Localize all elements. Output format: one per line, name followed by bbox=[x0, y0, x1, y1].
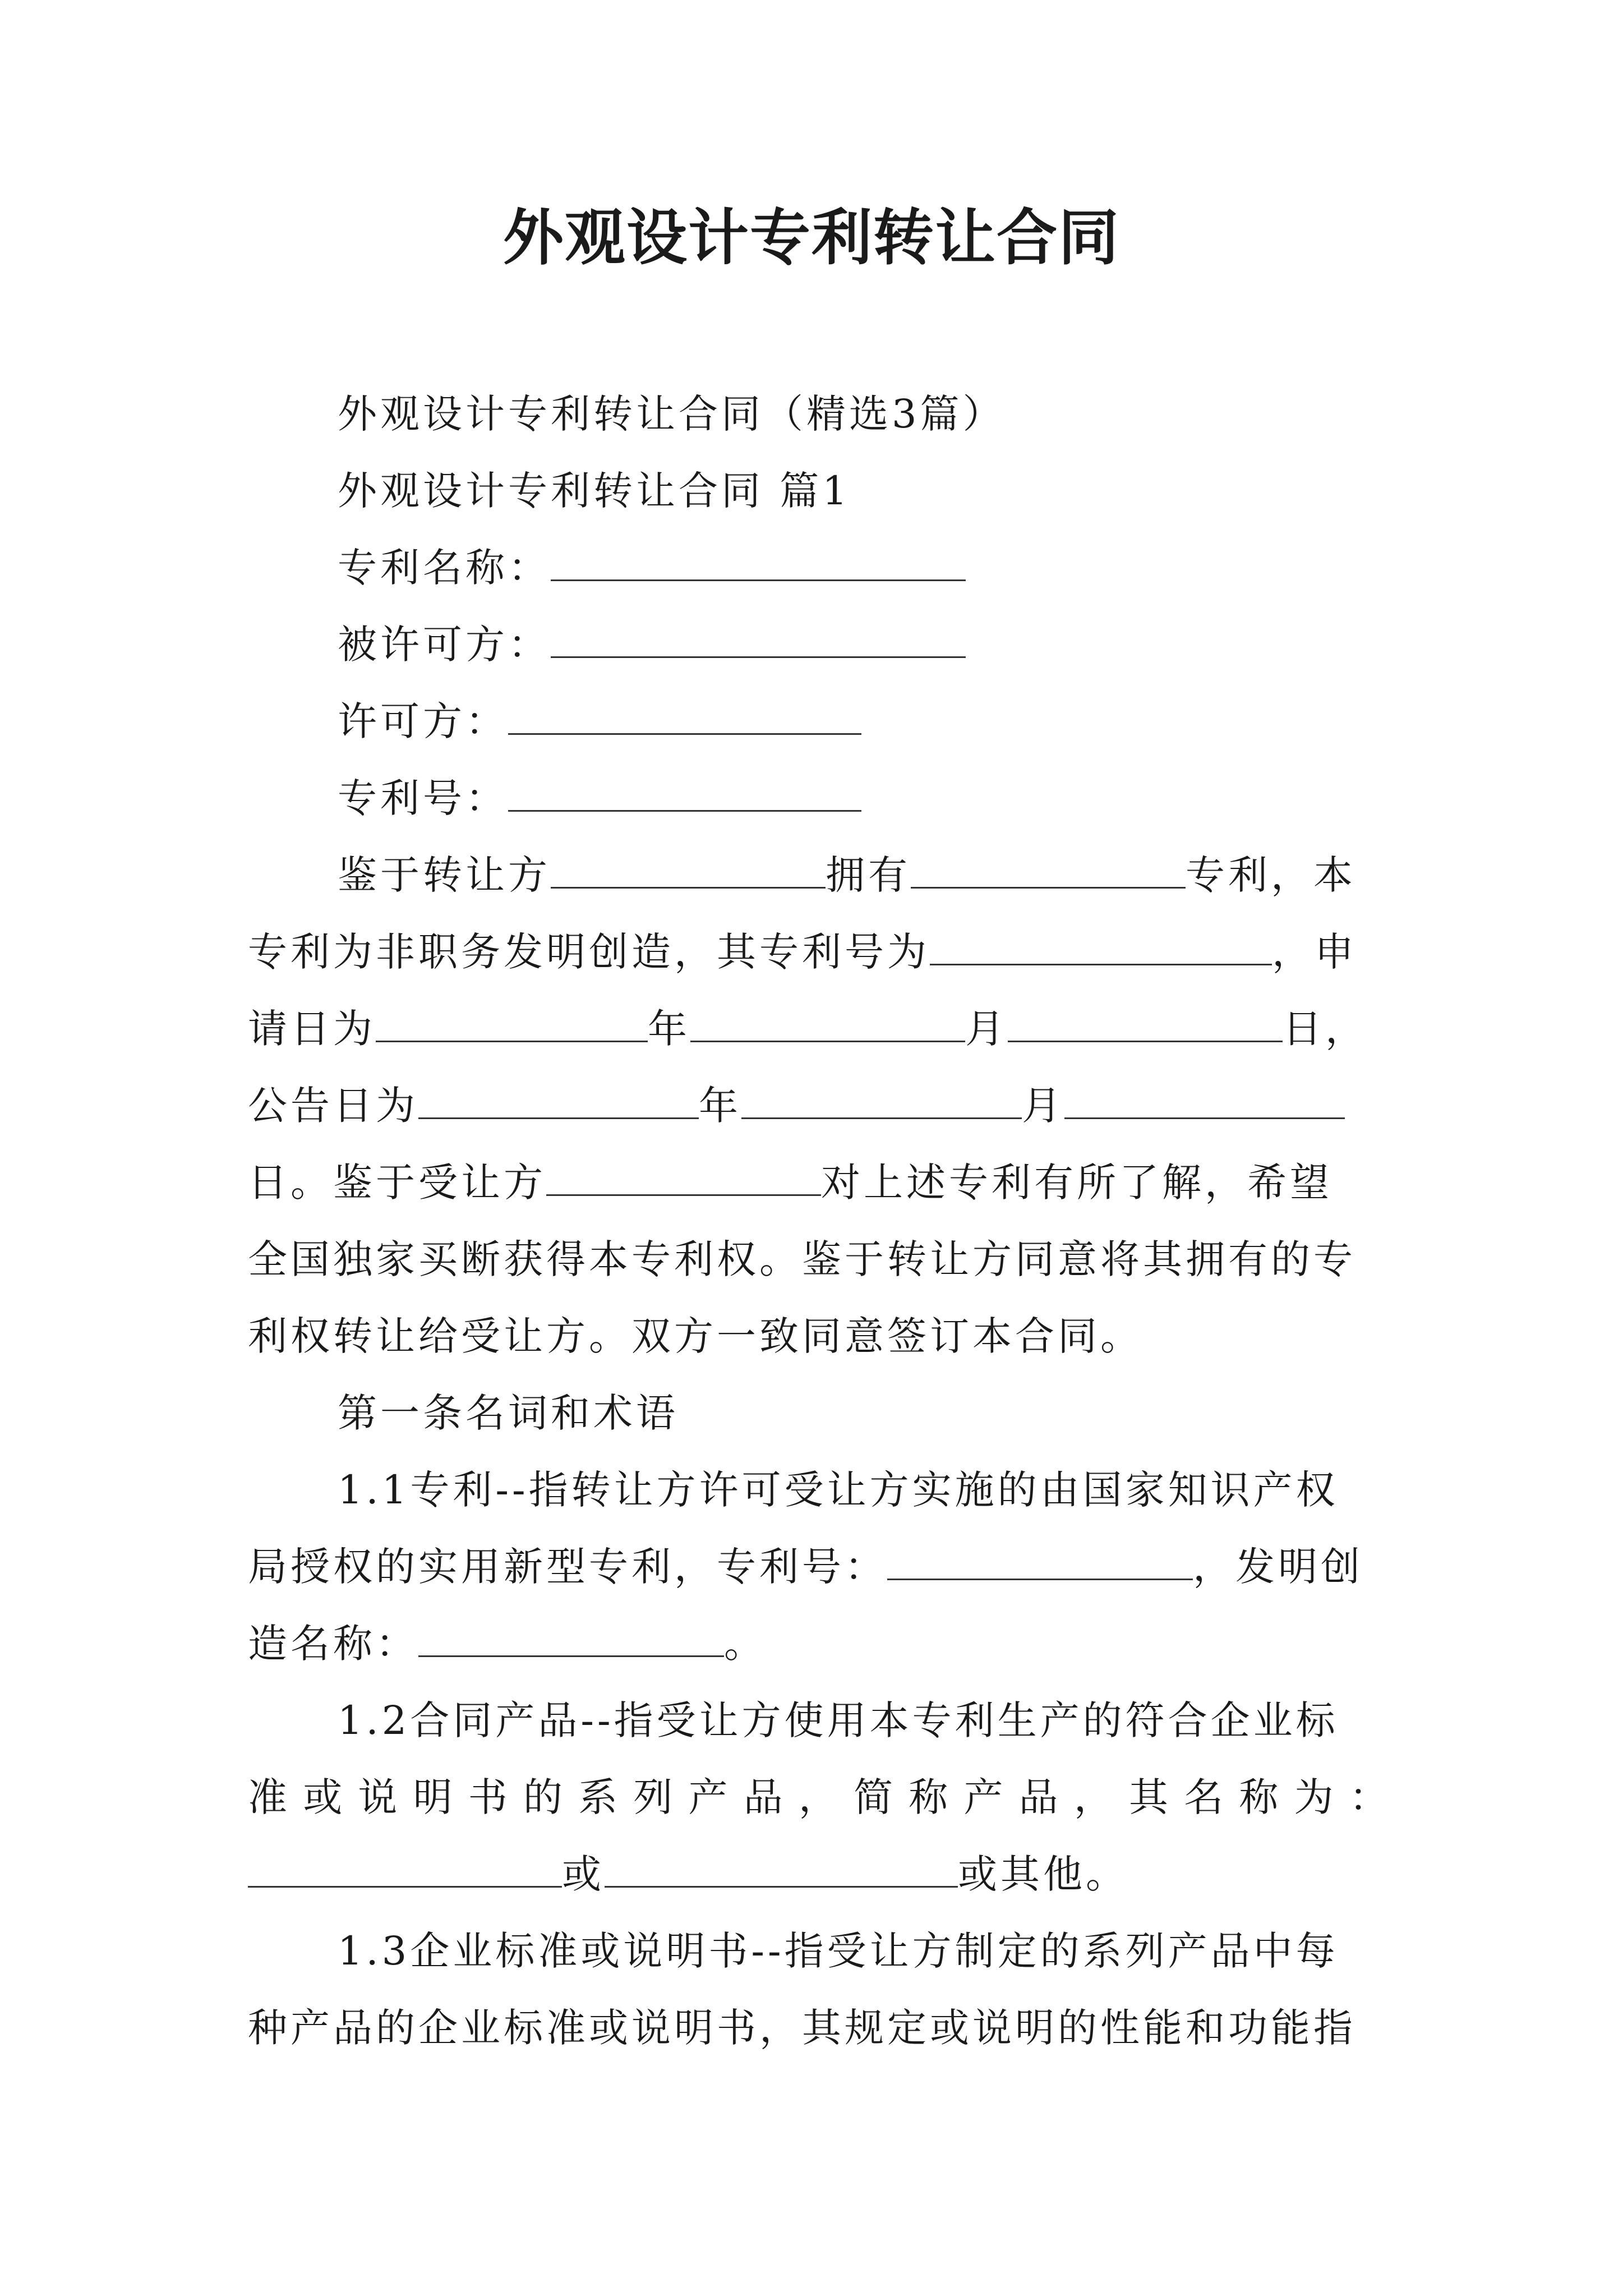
text-run: 公告日为 bbox=[248, 1083, 418, 1129]
patent-no-blank[interactable] bbox=[508, 765, 861, 812]
text-run: 年 bbox=[648, 1006, 690, 1052]
text-run: 。 bbox=[724, 1621, 767, 1667]
justified-char: 的 bbox=[523, 1774, 566, 1820]
utility-patent-no-blank[interactable] bbox=[887, 1534, 1193, 1580]
licensee-blank[interactable] bbox=[551, 611, 966, 658]
paragraph-line bbox=[248, 1605, 1392, 1682]
paragraph-line bbox=[248, 914, 1392, 991]
text-run: 或 bbox=[562, 1851, 605, 1897]
patent-no-field bbox=[248, 760, 1392, 837]
justified-char: ， bbox=[798, 1774, 841, 1820]
licensor-field bbox=[248, 683, 1392, 760]
paragraph-line-justified bbox=[248, 1759, 1392, 1836]
licensee-label: 被许可方： bbox=[338, 622, 551, 668]
justified-char: 品 bbox=[1018, 1774, 1062, 1820]
justified-char: 名 bbox=[1184, 1774, 1227, 1820]
text-run: 局授权的实用新型专利，专利号： bbox=[248, 1544, 887, 1590]
document-title: 外观设计专利转让合同 bbox=[502, 203, 1120, 273]
text-run: ，申 bbox=[1272, 929, 1357, 975]
text-run: 请日为 bbox=[248, 1006, 376, 1052]
text-run: 年 bbox=[699, 1083, 741, 1129]
justified-char: 称 bbox=[909, 1774, 952, 1820]
text-run: 日， bbox=[1283, 1006, 1368, 1052]
product-name-blank-1[interactable] bbox=[248, 1841, 562, 1888]
paragraph-line: 1.2合同产品--指受让方使用本专利生产的符合企业标 bbox=[338, 1697, 1339, 1743]
article-heading: 第一条名词和术语 bbox=[338, 1390, 679, 1436]
justified-char: 明 bbox=[413, 1774, 456, 1820]
paragraph-line: 种产品的企业标准或说明书，其规定或说明的性能和功能指 bbox=[248, 2005, 1356, 2051]
justified-char: 或 bbox=[303, 1774, 346, 1820]
patent-number-blank[interactable] bbox=[930, 919, 1272, 965]
text-run: 鉴于转让方 bbox=[338, 852, 551, 898]
justified-char: ： bbox=[1349, 1774, 1392, 1820]
transferor-blank[interactable] bbox=[551, 842, 826, 889]
justified-char: 品 bbox=[743, 1774, 786, 1820]
announce-month-blank[interactable] bbox=[741, 1073, 1022, 1119]
text-run: ，发明创 bbox=[1193, 1544, 1363, 1590]
document-body bbox=[248, 376, 1392, 2067]
owned-patent-blank[interactable] bbox=[911, 842, 1186, 889]
paragraph-line bbox=[248, 991, 1392, 1068]
section-heading: 外观设计专利转让合同 篇1 bbox=[338, 468, 851, 514]
apply-year-blank[interactable] bbox=[376, 996, 648, 1042]
announce-day-blank[interactable] bbox=[1064, 1073, 1345, 1119]
justified-char: 系 bbox=[578, 1774, 621, 1820]
patent-name-field bbox=[248, 530, 1392, 606]
justified-char: 准 bbox=[248, 1774, 291, 1820]
licensor-blank[interactable] bbox=[508, 688, 861, 735]
licensor-label: 许可方： bbox=[338, 698, 508, 744]
paragraph-line: 全国独家买断获得本专利权。鉴于转让方同意将其拥有的专 bbox=[248, 1236, 1356, 1282]
product-name-blank-2[interactable] bbox=[605, 1841, 958, 1888]
paragraph-line bbox=[248, 1068, 1392, 1144]
text-run: 拥有 bbox=[826, 852, 911, 898]
patent-name-label: 专利名称： bbox=[338, 545, 551, 591]
paragraph-line bbox=[248, 837, 1392, 914]
paragraph-line bbox=[248, 1144, 1392, 1221]
justified-char: 其 bbox=[1129, 1774, 1172, 1820]
text-run: 或其他。 bbox=[958, 1851, 1128, 1897]
text-run: 对上述专利有所了解，希望 bbox=[821, 1159, 1332, 1205]
text-run: 日。鉴于受让方 bbox=[248, 1159, 546, 1205]
paragraph-line bbox=[248, 1529, 1392, 1605]
paragraph-line: 利权转让给受让方。双方一致同意签订本合同。 bbox=[248, 1313, 1143, 1359]
justified-char: ， bbox=[1073, 1774, 1117, 1820]
justified-char: 书 bbox=[468, 1774, 511, 1820]
justified-char: 产 bbox=[963, 1774, 1007, 1820]
paragraph-line: 1.1专利--指转让方许可受让方实施的由国家知识产权 bbox=[338, 1467, 1339, 1513]
justified-char: 简 bbox=[854, 1774, 897, 1820]
justified-char: 说 bbox=[358, 1774, 401, 1820]
patent-name-blank[interactable] bbox=[551, 535, 966, 581]
justified-char: 为 bbox=[1294, 1774, 1337, 1820]
text-run: 专利为非职务发明创造，其专利号为 bbox=[248, 929, 930, 975]
apply-month-blank[interactable] bbox=[690, 996, 965, 1042]
licensee-field bbox=[248, 606, 1392, 683]
patent-no-label: 专利号： bbox=[338, 775, 508, 821]
subtitle: 外观设计专利转让合同（精选3篇） bbox=[338, 391, 1006, 437]
text-run: 造名称： bbox=[248, 1621, 418, 1667]
justified-char: 产 bbox=[688, 1774, 731, 1820]
paragraph-line: 1.3企业标准或说明书--指受让方制定的系列产品中每 bbox=[338, 1928, 1339, 1974]
text-run: 月 bbox=[1022, 1083, 1064, 1129]
invention-name-blank[interactable] bbox=[418, 1611, 724, 1657]
text-run: 月 bbox=[965, 1006, 1008, 1052]
apply-day-blank[interactable] bbox=[1008, 996, 1283, 1042]
transferee-blank[interactable] bbox=[546, 1149, 821, 1196]
text-run: 专利，本 bbox=[1186, 852, 1356, 898]
announce-year-blank[interactable] bbox=[418, 1073, 699, 1119]
justified-char: 称 bbox=[1239, 1774, 1282, 1820]
paragraph-line bbox=[248, 1836, 1392, 1913]
justified-char: 列 bbox=[633, 1774, 676, 1820]
